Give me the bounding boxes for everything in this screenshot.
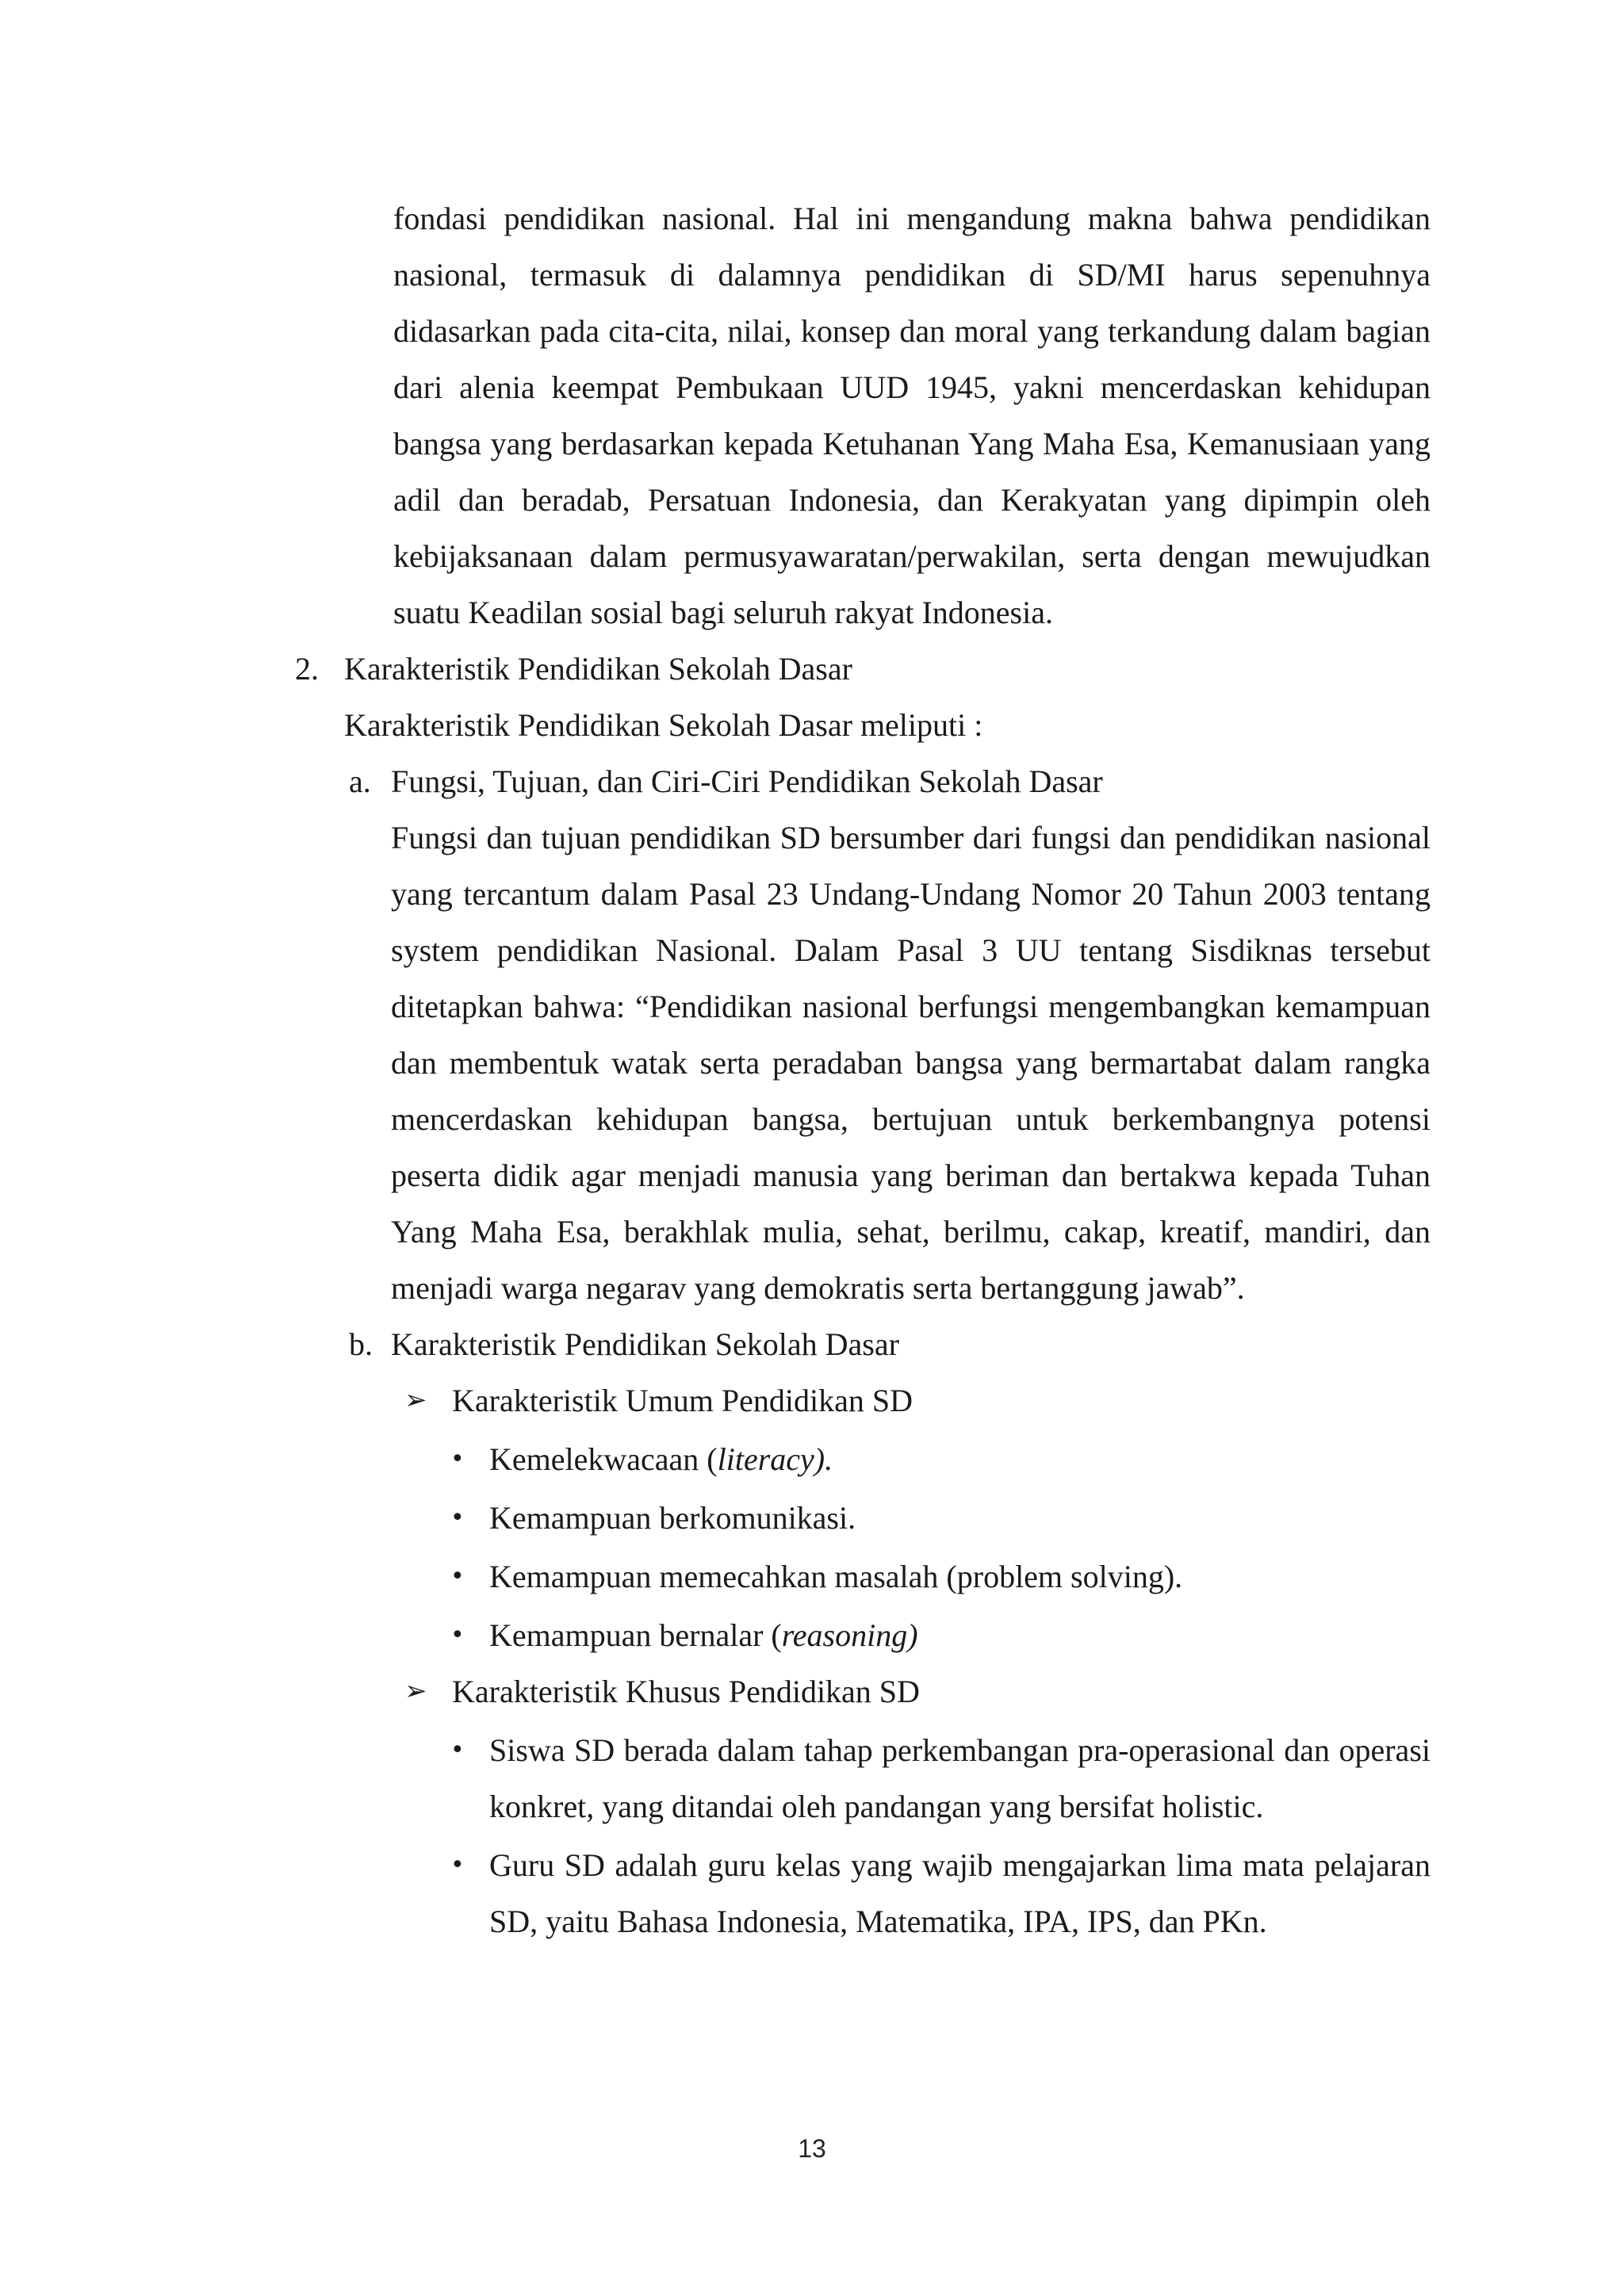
bullet-item <box>0 1722 1624 1835</box>
arrow-item-khusus <box>0 1663 1624 1720</box>
item-b-heading <box>0 1316 1624 1372</box>
bullet-dot-icon: • <box>450 1621 465 1649</box>
item-b-marker: b. <box>349 1326 373 1362</box>
bullet-item <box>0 1431 1624 1487</box>
khusus-title: Karakteristik Khusus Pendidikan SD <box>452 1674 920 1709</box>
item-a-title: Fungsi, Tujuan, dan Ciri-Ciri Pendidikan Sekolah Dasar <box>391 763 1103 799</box>
arrow-item-umum <box>0 1372 1624 1429</box>
bullet-item <box>0 1490 1624 1546</box>
section-2-heading <box>0 641 1624 697</box>
bullet-dot-icon: • <box>450 1736 465 1764</box>
arrow-bullet-icon: ➢ <box>404 1675 427 1707</box>
umum-bullet-2: Kemampuan berkomunikasi. <box>489 1500 856 1536</box>
umum-bullet-4-italic: reasoning) <box>781 1617 918 1653</box>
arrow-bullet-icon: ➢ <box>404 1384 427 1416</box>
section-2-intro: Karakteristik Pendidikan Sekolah Dasar meliputi : <box>344 707 983 743</box>
item-a-paragraph: Fungsi dan tujuan pendidikan SD bersumber dari fungsi dan pendidikan nasional yang tercantum dalam Pasal 23 Undang-Undang Nomor 20 Tahun 2003 tentang system pendidikan Nasional. Dalam Pasal 3 UU tentang Sisdiknas tersebut ditetapkan bahwa: “Pendidikan nasional berfungsi mengembangkan kemampuan dan membentuk watak serta peradaban bangsa yang bermartabat dalam rangka mencerdaskan kehidupan bangsa, bertujuan untuk berkembangnya potensi peserta didik agar menjadi manusia yang beriman dan bertakwa kepada Tuhan Yang Maha Esa, berakhlak mulia, sehat, berilmu, cakap, kreatif, mandiri, dan menjadi warga negarav yang demokratis serta bertanggung jawab”. <box>391 820 1431 1306</box>
bullet-item <box>0 1548 1624 1605</box>
bullet-item <box>0 1837 1624 1950</box>
umum-bullet-4 <box>489 1607 1431 1663</box>
khusus-bullet-1: Siswa SD berada dalam tahap perkembangan pra-operasional dan operasi konkret, yang ditandai oleh pandangan yang bersifat holistic. <box>489 1732 1431 1824</box>
khusus-bullet-2: Guru SD adalah guru kelas yang wajib mengajarkan lima mata pelajaran SD, yaitu Bahasa Indonesia, Matematika, IPA, IPS, dan PKn. <box>489 1847 1431 1939</box>
umum-bullet-4-text: Kemampuan bernalar ( <box>489 1617 782 1653</box>
page-content <box>0 190 1624 1950</box>
page-number: 13 <box>798 2134 826 2163</box>
section-2-title: Karakteristik Pendidikan Sekolah Dasar <box>344 651 852 687</box>
bullet-dot-icon: • <box>450 1851 465 1879</box>
umum-title: Karakteristik Umum Pendidikan SD <box>452 1383 914 1418</box>
umum-bullet-1 <box>489 1431 1431 1487</box>
item-b-title: Karakteristik Pendidikan Sekolah Dasar <box>391 1326 899 1362</box>
bullet-dot-icon: • <box>450 1445 465 1473</box>
bullet-dot-icon: • <box>450 1504 465 1532</box>
bullet-dot-icon: • <box>450 1563 465 1590</box>
umum-bullet-1-italic: literacy). <box>717 1441 833 1477</box>
umum-bullet-1-text: Kemelekwacaan ( <box>489 1441 718 1477</box>
bullet-item <box>0 1607 1624 1663</box>
item-a-heading <box>0 753 1624 809</box>
section-2-number: 2. <box>295 651 319 687</box>
item-a-marker: a. <box>349 763 371 799</box>
intro-paragraph: fondasi pendidikan nasional. Hal ini mengandung makna bahwa pendidikan nasional, termasuk di dalamnya pendidikan di SD/MI harus sepenuhnya didasarkan pada cita-cita, nilai, konsep dan moral yang terkandung dalam bagian dari alenia keempat Pembukaan UUD 1945, yakni mencerdaskan kehidupan bangsa yang berdasarkan kepada Ketuhanan Yang Maha Esa, Kemanusiaan yang adil dan beradab, Persatuan Indonesia, dan Kerakyatan yang dipimpin oleh kebijaksanaan dalam permusyawaratan/perwakilan, serta dengan mewujudkan suatu Keadilan sosial bagi seluruh rakyat Indonesia. <box>393 201 1431 630</box>
umum-bullet-3: Kemampuan memecahkan masalah (problem solving). <box>489 1559 1183 1594</box>
